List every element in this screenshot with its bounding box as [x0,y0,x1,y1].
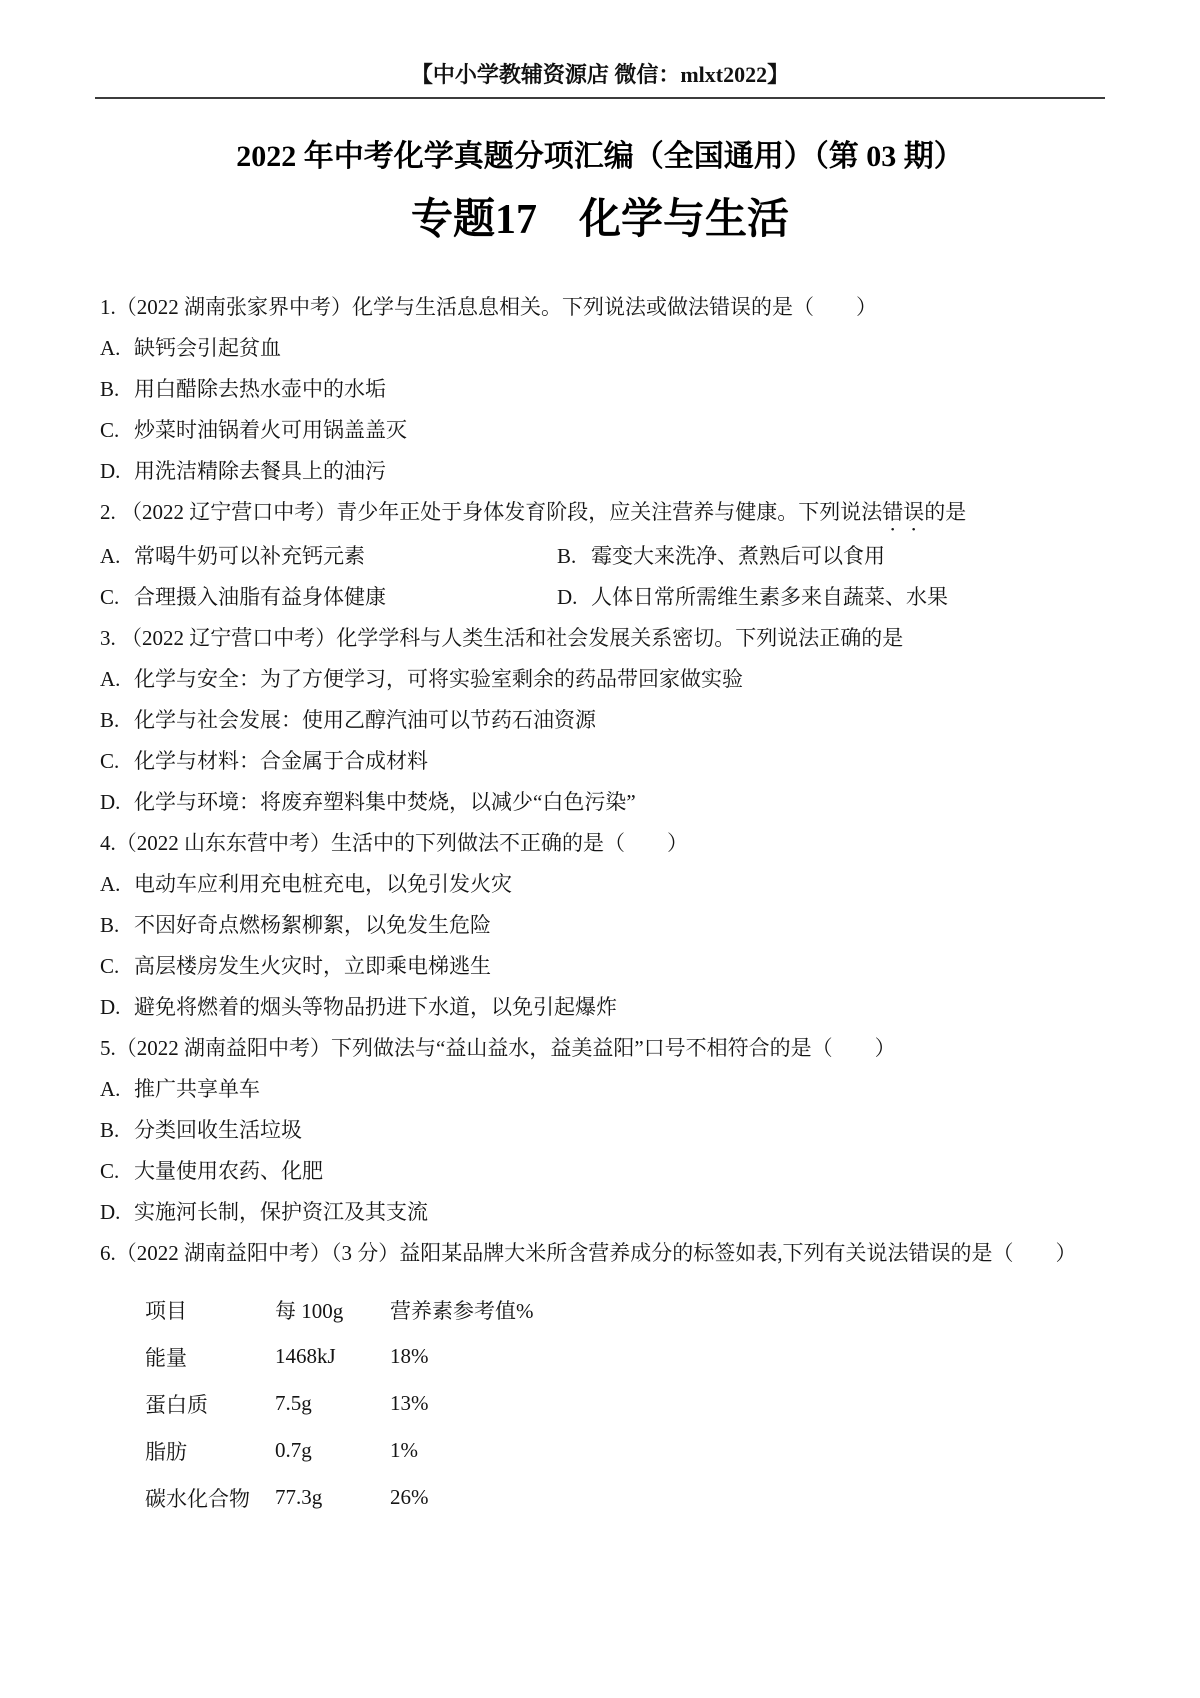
option-text: 炒菜时油锅着火可用锅盖盖灭 [134,418,407,442]
question-1-option-b [100,369,1105,410]
option-label: D. [100,1200,121,1224]
option-label: A. [100,544,121,568]
header-divider [95,97,1105,99]
nutrition-item: 能量 [145,1345,187,1370]
nutrition-nrv: 18% [390,1344,429,1368]
question-5-option-b [100,1110,1105,1151]
question-1-option-c [100,410,1105,451]
option-label: A. [100,336,121,360]
question-2-option-c [100,577,557,618]
option-text: 化学与安全：为了方便学习，可将实验室剩余的药品带回家做实验 [134,667,743,691]
option-label: C. [100,1159,120,1183]
option-text: 避免将燃着的烟头等物品扔进下水道，以免引起爆炸 [134,995,617,1019]
nutrition-item: 蛋白质 [145,1392,208,1417]
nutrition-amount: 77.3g [275,1485,323,1509]
question-3-option-a [100,659,1105,700]
question-5-option-a [100,1069,1105,1110]
option-text: 人体日常所需维生素多来自蔬菜、水果 [591,585,948,609]
question-2-stem [100,492,1105,536]
question-2-option-b [557,536,1105,577]
document-body [100,287,1105,1521]
option-text: 霉变大来洗净、煮熟后可以食用 [591,544,885,568]
watermark-header [0,0,1200,90]
option-text: 分类回收生活垃圾 [134,1118,302,1142]
option-text: 用白醋除去热水壶中的水垢 [134,377,386,401]
question-2-option-d [557,577,1105,618]
option-label: C. [100,418,120,442]
document-title: 2022 年中考化学真题分项汇编（全国通用）（第 03 期） [236,140,964,173]
option-label: C. [100,585,120,609]
nutrition-item: 碳水化合物 [145,1486,250,1511]
option-label: A. [100,1077,121,1101]
question-4-option-c [100,946,1105,987]
nutrition-nrv: 13% [390,1391,429,1415]
question-2-options [100,536,1105,618]
question-3-stem: 3. （2022 辽宁营口中考）化学学科与人类生活和社会发展关系密切。下列说法正确的是 [100,626,904,650]
question-4-stem: 4.（2022 山东东营中考）生活中的下列做法不正确的是（ ） [100,831,688,855]
option-label: A. [100,667,121,691]
option-label: D. [557,585,578,609]
option-label: B. [100,377,120,401]
option-label: C. [100,954,120,978]
question-3-option-b [100,700,1105,741]
nutrition-amount: 0.7g [275,1438,312,1462]
question-4-option-b [100,905,1105,946]
nutrition-item: 脂肪 [145,1439,187,1464]
option-label: D. [100,790,121,814]
stem-text: 的是 [924,500,967,524]
question-1-stem: 1.（2022 湖南张家界中考）化学与生活息息相关。下列说法或做法错误的是（ ） [100,295,877,319]
nutrition-table [145,1286,610,1521]
option-text: 实施河长制，保护资江及其支流 [134,1200,428,1224]
option-text: 常喝牛奶可以补充钙元素 [134,544,365,568]
option-text: 化学与环境：将废弃塑料集中焚烧，以减少“白色污染” [134,790,636,814]
question-4-option-a [100,864,1105,905]
option-label: D. [100,995,121,1019]
question-5-option-c [100,1151,1105,1192]
option-text: 高层楼房发生火灾时，立即乘电梯逃生 [134,954,491,978]
option-text: 化学与社会发展：使用乙醇汽油可以节药石油资源 [134,708,596,732]
question-2-option-a [100,536,557,577]
nutrition-amount: 7.5g [275,1391,312,1415]
nutrition-amount: 1468kJ [275,1344,336,1368]
option-text: 化学与材料：合金属于合成材料 [134,749,428,773]
option-label: C. [100,749,120,773]
nutrition-table-header-row [145,1286,610,1333]
stem-text: 2. （2022 辽宁营口中考）青少年正处于身体发育阶段，应关注营养与健康。下列说法 [100,500,883,524]
option-text: 推广共享单车 [134,1077,260,1101]
question-4-option-d [100,987,1105,1028]
question-1-option-d [100,451,1105,492]
option-label: B. [557,544,577,568]
option-label: D. [100,459,121,483]
option-label: B. [100,1118,120,1142]
option-text: 大量使用农药、化肥 [134,1159,323,1183]
option-text: 不因好奇点燃杨絮柳絮，以免发生危险 [134,913,491,937]
table-row [145,1380,610,1427]
question-5-option-d [100,1192,1105,1233]
question-3-option-d [100,782,1105,823]
stem-emphasized-text: 错误 [882,500,925,524]
table-row [145,1427,610,1474]
question-3-option-c [100,741,1105,782]
option-text: 缺钙会引起贫血 [134,336,281,360]
document-subtitle: 专题17 化学与生活 [410,197,789,243]
question-5-stem: 5.（2022 湖南益阳中考）下列做法与“益山益水，益美益阳”口号不相符合的是（ ） [100,1036,896,1060]
option-label: B. [100,708,120,732]
nutrition-col-item: 项目 [145,1298,187,1323]
nutrition-col-nrv: 营养素参考值% [390,1298,534,1323]
watermark-header-text: 【中小学教辅资源店 微信：mlxt2022】 [410,62,790,87]
nutrition-nrv: 1% [390,1438,418,1462]
question-6-stem: 6.（2022 湖南益阳中考）（3 分）益阳某品牌大米所含营养成分的标签如表,下列有关说法错误的是（ ） [100,1241,1077,1265]
option-label: A. [100,872,121,896]
table-row [145,1474,610,1521]
option-text: 电动车应利用充电桩充电，以免引发火灾 [134,872,512,896]
option-text: 合理摄入油脂有益身体健康 [134,585,386,609]
table-row [145,1333,610,1380]
question-1-option-a [100,328,1105,369]
nutrition-nrv: 26% [390,1485,429,1509]
option-text: 用洗洁精除去餐具上的油污 [134,459,386,483]
nutrition-col-per-100g: 每 100g [275,1298,344,1323]
option-label: B. [100,913,120,937]
